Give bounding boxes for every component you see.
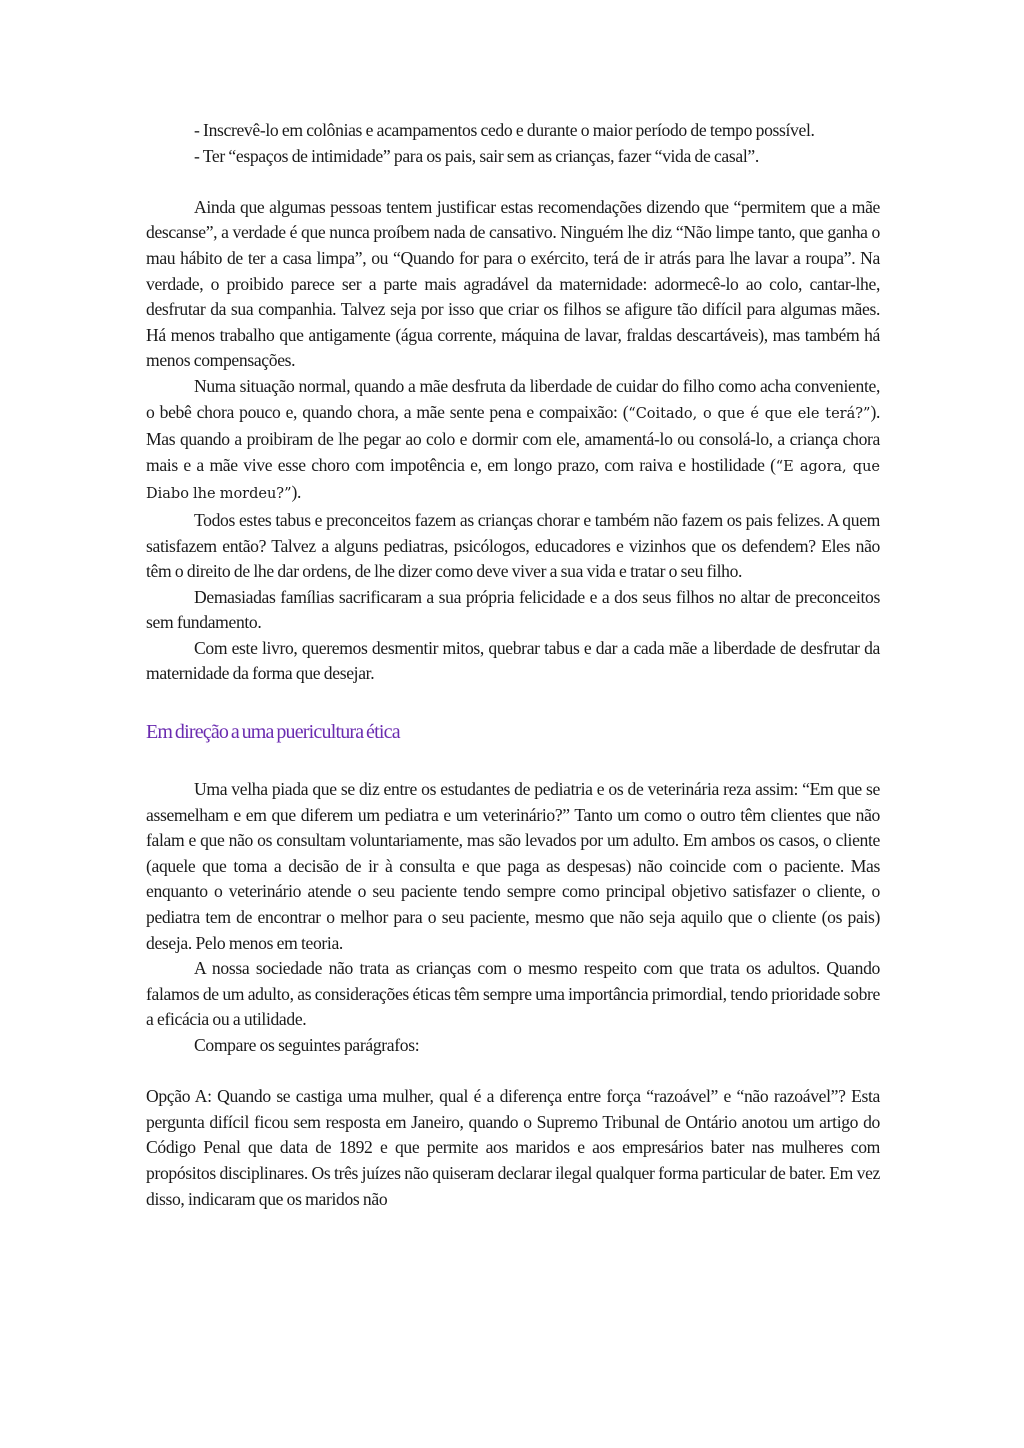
text-run: ). Mas quando a proibiram de lhe pegar ao colo e dormir com ele, amamentá-lo ou consolá-lo, a criança chora mais e a mãe vive esse choro com impotência e, em longo prazo, com raiva e hostilidade ( <box>146 401 880 475</box>
section-heading: Em direção a uma puericultura ética <box>146 721 400 744</box>
spacer <box>146 687 880 719</box>
quote-run: “Coitado, o que é que ele terá?” <box>628 405 871 422</box>
spacer <box>146 745 880 777</box>
document-page <box>146 118 880 1212</box>
list-item: - Inscrevê-lo em colônias e acampamentos cedo e durante o maior período de tempo possível. <box>194 120 815 140</box>
paragraph: Com este livro, queremos desmentir mitos, quebrar tabus e dar a cada mãe a liberdade de desfrutar da maternidade da forma que desejar. <box>146 637 880 684</box>
paragraph: Ainda que algumas pessoas tentem justificar estas recomendações dizendo que “permitem que a mãe descanse”, a verdade é que nunca proíbem nada de cansativo. Ninguém lhe diz “Não limpe tanto, que ganha o mau hábito de ter a casa limpa”, ou “Quando for para o exército, terá de ir atrás para lhe lavar a roupa”. Na verdade, o proibido parece ser a parte mais agradável da maternidade: adormecê-lo ao colo, cantar-lhe, desfrutar da sua companhia. Talvez seja por isso que criar os filhos se afigure tão difícil para algumas mães. Há menos trabalho que antigamente (água corrente, máquina de lavar, fraldas descartáveis), mas também há menos compensações. <box>146 196 880 371</box>
list-item: - Ter “espaços de intimidade” para os pais, sair sem as crianças, fazer “vida de casal”. <box>194 145 759 166</box>
text-run: Numa situação normal, quando a mãe desfruta da liberdade de cuidar do filho como acha conveniente, o bebê chora pouco e, quando chora, a mãe sente pena e compaixão: ( <box>146 375 880 422</box>
text-run: ). <box>291 482 302 503</box>
paragraph: A nossa sociedade não trata as crianças com o mesmo respeito com que trata os adultos. Quando falamos de um adulto, as considerações éticas têm sempre uma importância primordial, tendo prioridade sobre a eficácia ou a utilidade. <box>146 958 880 1030</box>
spacer <box>146 1059 880 1085</box>
paragraph-option-a: Opção A: Quando se castiga uma mulher, qual é a diferença entre força “razoável” e “não razoável”? Esta pergunta difícil ficou sem resposta em Janeiro, quando o Supremo Tribunal de Ontário anotou um artigo do Código Penal que data de 1892 e que permite aos maridos e aos empresários bater nas mulheres com propósitos disciplinares. Os três juízes não quiseram declarar ilegal qualquer forma particular de bater. Em vez disso, indicaram que os maridos não <box>146 1086 880 1209</box>
paragraph-situation <box>146 374 880 508</box>
paragraph: Todos estes tabus e preconceitos fazem as crianças chorar e também não fazem os pais felizes. A quem satisfazem então? Talvez a alguns pediatras, psicólogos, educadores e vizinhos que os defendem? Eles não têm o direito de lhe dar ordens, de lhe dizer como deve viver a sua vida e tratar o seu filho. <box>146 509 880 582</box>
quote-run: “E agora, que Diabo lhe mordeu?” <box>146 458 880 503</box>
paragraph: Uma velha piada que se diz entre os estudantes de pediatria e os de veterinária reza assim: “Em que se assemelham e em que diferem um pediatra e um veterinário?” Tanto um como o outro têm clientes que não falam e que não os consultam voluntariamente, mas são levados por um adulto. Em ambos os casos, o cliente (aquele que toma a decisão de ir à consulta e que paga as despesas) não coincide com o paciente. Mas enquanto o veterinário atende o seu paciente tendo sempre como principal objetivo satisfazer o cliente, o pediatra tem de encontrar o melhor para o seu paciente, mesmo que não seja aquilo que o cliente (os pais) deseja. Pelo menos em teoria. <box>146 779 880 953</box>
spacer <box>146 169 880 195</box>
paragraph: Demasiadas famílias sacrificaram a sua própria felicidade e a dos seus filhos no altar de preconceitos sem fundamento. <box>146 586 880 633</box>
paragraph: Compare os seguintes parágrafos: <box>194 1035 420 1055</box>
